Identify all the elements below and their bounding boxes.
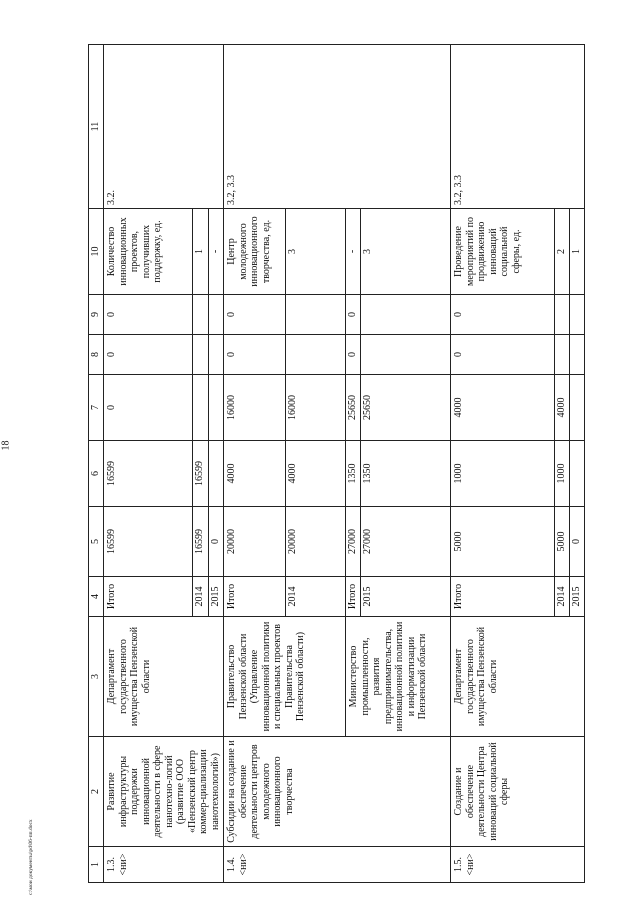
total-col9: 0: [451, 295, 555, 335]
table-row: [224, 45, 286, 883]
year-col8: [286, 335, 346, 375]
year-col9: [286, 295, 346, 335]
total-col9: 0: [346, 295, 361, 335]
year-col7: 16000: [286, 375, 346, 441]
reference: 3.2.: [104, 45, 224, 209]
total-col6: 4000: [224, 441, 286, 507]
reference: 3.2, 3.3: [224, 45, 451, 209]
col-header-8: 8: [89, 335, 104, 375]
total-col7: 0: [104, 375, 193, 441]
year-col5: 0: [570, 507, 585, 577]
activity-name: Развитие инфраструктуры поддержки инновационной деятельности в сфере нанотехно-логий (развитие ООО «Пензенский центр коммер-циализации нанотехнологий»): [104, 737, 224, 847]
total-col8: 0: [451, 335, 555, 375]
year-col10: -: [208, 209, 223, 295]
reference: 3.2, 3.3: [451, 45, 585, 209]
total-label: Итого: [224, 577, 286, 617]
year-col7: [193, 375, 208, 441]
rotated-table-container: [88, 45, 583, 883]
total-col6: 16599: [104, 441, 193, 507]
year: 2015: [208, 577, 223, 617]
col-header-6: 6: [89, 441, 104, 507]
year-col8: [361, 335, 451, 375]
col-header-11: 11: [89, 45, 104, 209]
year-col8: [555, 335, 570, 375]
year-col5: 16599: [193, 507, 208, 577]
total-col7: 25650: [346, 375, 361, 441]
indicator: -: [346, 209, 361, 295]
year-col7: [208, 375, 223, 441]
year: 2014: [286, 577, 346, 617]
total-col6: 1000: [451, 441, 555, 507]
year-col10: 1: [193, 209, 208, 295]
year-col5: 5000: [555, 507, 570, 577]
total-col8: 0: [346, 335, 361, 375]
total-col5: 20000: [224, 507, 286, 577]
year-col7: [570, 375, 585, 441]
year-col8: [570, 335, 585, 375]
row-number: 1.5. <ни>: [451, 847, 585, 883]
year-col9: [193, 295, 208, 335]
col-header-5: 5: [89, 507, 104, 577]
total-col5: 27000: [346, 507, 361, 577]
executor: Правительство Пензенской области (Управление инновационной политики и специальных проектов Правительства Пензенской области): [224, 617, 346, 737]
total-label: Итого: [346, 577, 361, 617]
total-col5: 5000: [451, 507, 555, 577]
year-col5: 20000: [286, 507, 346, 577]
year-col8: [193, 335, 208, 375]
year-col9: [361, 295, 451, 335]
year: 2014: [193, 577, 208, 617]
col-header-4: 4: [89, 577, 104, 617]
year-col8: [208, 335, 223, 375]
table-row: [104, 45, 193, 883]
year-col7: 4000: [555, 375, 570, 441]
header-row: [89, 45, 104, 883]
total-col8: 0: [224, 335, 286, 375]
activity-name: Создание и обеспечение деятельности Центра инноваций социальной сферы: [451, 737, 585, 847]
year-col6: 1350: [361, 441, 451, 507]
year-col9: [208, 295, 223, 335]
col-header-7: 7: [89, 375, 104, 441]
total-col7: 4000: [451, 375, 555, 441]
year-col10: 2: [555, 209, 570, 295]
year-col6: [570, 441, 585, 507]
col-header-1: 1: [89, 847, 104, 883]
row-number: 1.4. <ни>: [224, 847, 451, 883]
executor: Департамент государственного имущества Пензенской области: [451, 617, 585, 737]
executor: Министерство промышленности, развития предпринимательства, инновационной политики и информатизации Пензенской области: [346, 617, 451, 737]
year: 2015: [361, 577, 451, 617]
indicator: Центр молодежного инновационного творчества, ед.: [224, 209, 286, 295]
year-col6: [208, 441, 223, 507]
year-col7: 25650: [361, 375, 451, 441]
col-header-10: 10: [89, 209, 104, 295]
year-col10: 1: [570, 209, 585, 295]
year-col9: [555, 295, 570, 335]
total-col6: 1350: [346, 441, 361, 507]
year: 2015: [570, 577, 585, 617]
year-col9: [570, 295, 585, 335]
program-activities-table: [88, 44, 585, 883]
total-col5: 16599: [104, 507, 193, 577]
indicator: Количество инновационных проектов, получивших поддержку, ед.: [104, 209, 193, 295]
page-number: 18: [0, 440, 12, 451]
table-row: [451, 45, 555, 883]
col-header-2: 2: [89, 737, 104, 847]
year-col6: 4000: [286, 441, 346, 507]
executor: Департамент государственного имущества Пензенской области: [104, 617, 224, 737]
indicator: Проведение мероприятий по продвижению инноваций социальной сферы, ед.: [451, 209, 555, 295]
activity-name: Субсидии на создание и обеспечение деятельности центров молодежного инновационного творчества: [224, 737, 451, 847]
year-col10: 3: [361, 209, 451, 295]
year: 2014: [555, 577, 570, 617]
col-header-3: 3: [89, 617, 104, 737]
total-col9: 0: [104, 295, 193, 335]
total-label: Итого: [104, 577, 193, 617]
year-col5: 27000: [361, 507, 451, 577]
total-col9: 0: [224, 295, 286, 335]
row-number: 1.3. <ни>: [104, 847, 224, 883]
year-col6: 1000: [555, 441, 570, 507]
col-header-9: 9: [89, 295, 104, 335]
year-col5: 0: [208, 507, 223, 577]
footer-file-path: c:\мои документы\pd\06-пп.docx: [28, 819, 34, 895]
year-col6: 16599: [193, 441, 208, 507]
total-col7: 16000: [224, 375, 286, 441]
total-col8: 0: [104, 335, 193, 375]
year-col10: 3: [286, 209, 346, 295]
total-label: Итого: [451, 577, 555, 617]
